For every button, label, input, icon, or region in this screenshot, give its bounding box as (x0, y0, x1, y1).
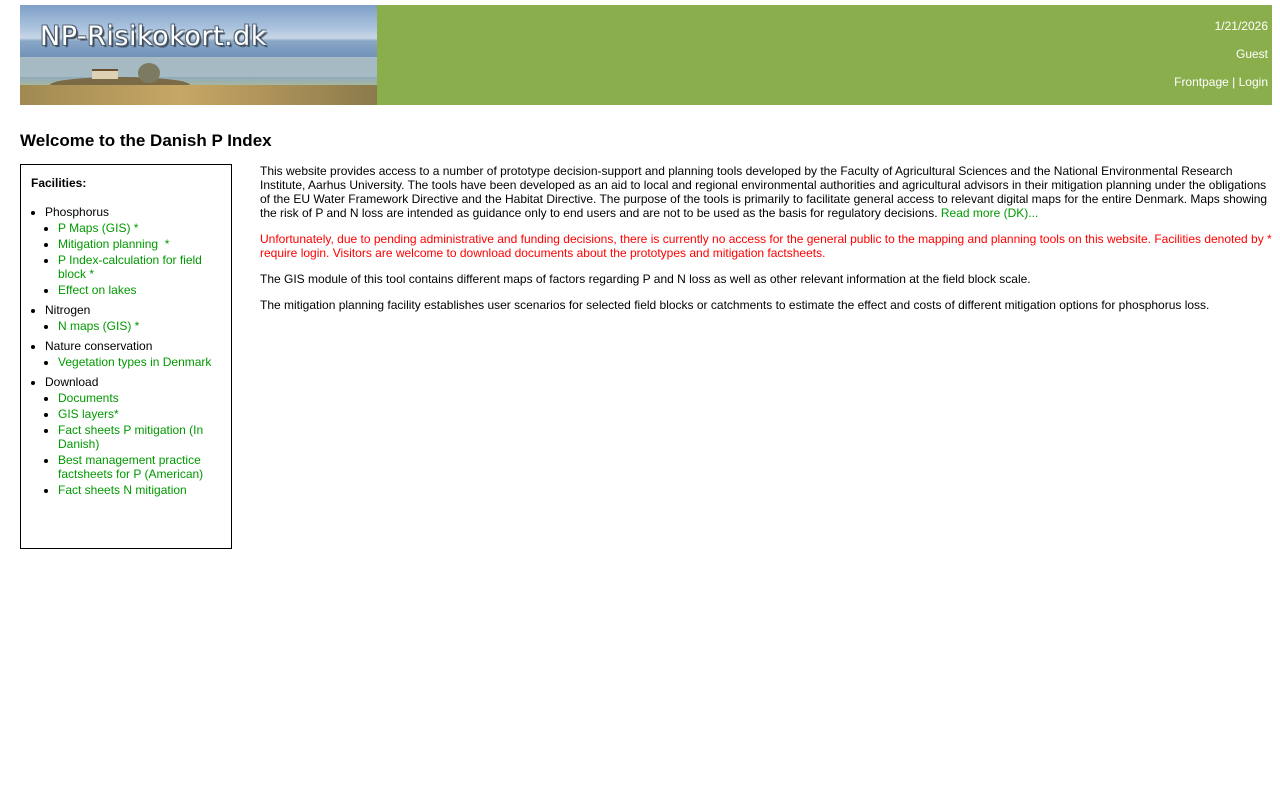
list-item (58, 391, 231, 405)
banner-field (20, 85, 377, 105)
group-label: Nature conservation (45, 339, 153, 353)
site-header (20, 5, 1272, 105)
list-item (58, 319, 231, 333)
login-link[interactable]: Login (1238, 75, 1268, 89)
p-maps-link[interactable]: P Maps (GIS) * (58, 221, 139, 235)
gis-layers-link[interactable]: GIS layers* (58, 407, 119, 421)
list-item (58, 283, 231, 297)
phosphorus-items (45, 221, 231, 297)
banner-tree (138, 63, 160, 83)
group-nature-conservation (45, 339, 231, 369)
fact-sheets-p-link[interactable]: Fact sheets P mitigation (In Danish) (58, 423, 204, 451)
nature-items (45, 355, 231, 369)
documents-link[interactable]: Documents (58, 391, 119, 405)
gis-description: The GIS module of this tool contains different maps of factors regarding P and N loss as well as other relevant information at the field block scale. (260, 272, 1031, 286)
group-phosphorus (45, 205, 231, 297)
current-date: 1/21/2026 (1214, 19, 1268, 33)
facilities-sidebar (20, 164, 232, 549)
current-user: Guest (1235, 47, 1268, 61)
list-item (58, 453, 231, 481)
group-label: Nitrogen (45, 303, 91, 317)
mitigation-planning-link[interactable]: Mitigation planning * (58, 237, 170, 251)
group-label: Download (45, 375, 99, 389)
group-download (45, 375, 231, 497)
list-item (58, 355, 231, 369)
frontpage-link[interactable]: Frontpage (1174, 75, 1229, 89)
intro-paragraph (260, 164, 1274, 220)
site-logo-title: NP-Risikokort.dk (40, 21, 267, 52)
nitrogen-items (45, 319, 231, 333)
list-item (58, 407, 231, 421)
list-item (58, 423, 231, 451)
group-nitrogen (45, 303, 231, 333)
intro-text: This website provides access to a number of prototype decision-support and planning tools developed by the Faculty of Agricultural Sciences and the National Environmental Research Institute, Aarhus University. The tools have been developed as an aid to local and regional environmental authorities and agricultural advisors in their mitigation planning under the obligations of the EU Water Framework Directive and the Habitat Directive. The purpose of the tools is primarily to facilitate general access to relevant digital maps for the entire Denmark. Maps showing the risk of P and N loss are intended as guidance only to end users and are not to be used as the basis for regulatory decisions. (260, 164, 1268, 220)
access-warning: Unfortunately, due to pending administrative and funding decisions, there is currently no access for the general public to the mapping and planning tools on this website. Facilities denoted by * require login. Visitors are welcome to download documents about the prototypes and mitigation factsheets. (260, 232, 1272, 260)
facilities-list (21, 205, 231, 503)
bmp-factsheets-link[interactable]: Best management practice factsheets for P (American) (58, 453, 204, 481)
banner-house (92, 69, 118, 79)
list-item (58, 237, 231, 251)
list-item (58, 253, 231, 281)
n-maps-link[interactable]: N maps (GIS) * (58, 319, 140, 333)
fact-sheets-n-link[interactable]: Fact sheets N mitigation (58, 483, 187, 497)
mitigation-description: The mitigation planning facility establishes user scenarios for selected field blocks or catchments to estimate the effect and costs of different mitigation options for phosphorus loss. (260, 298, 1210, 312)
link-separator: | (1232, 75, 1236, 89)
main-content (260, 164, 1274, 324)
vegetation-types-link[interactable]: Vegetation types in Denmark (58, 355, 212, 369)
list-item (58, 483, 231, 497)
download-items (45, 391, 231, 497)
facilities-title: Facilities: (31, 176, 87, 190)
list-item (58, 221, 231, 235)
effect-on-lakes-link[interactable]: Effect on lakes (58, 283, 137, 297)
read-more-link[interactable]: Read more (DK)... (940, 206, 1039, 220)
header-info (968, 19, 1268, 89)
group-label: Phosphorus (45, 205, 110, 219)
banner-image[interactable] (20, 5, 377, 105)
page-title: Welcome to the Danish P Index (20, 131, 272, 150)
banner-hill (20, 57, 377, 77)
p-index-calculation-link[interactable]: P Index-calculation for field block * (58, 253, 202, 281)
header-links (968, 75, 1268, 89)
